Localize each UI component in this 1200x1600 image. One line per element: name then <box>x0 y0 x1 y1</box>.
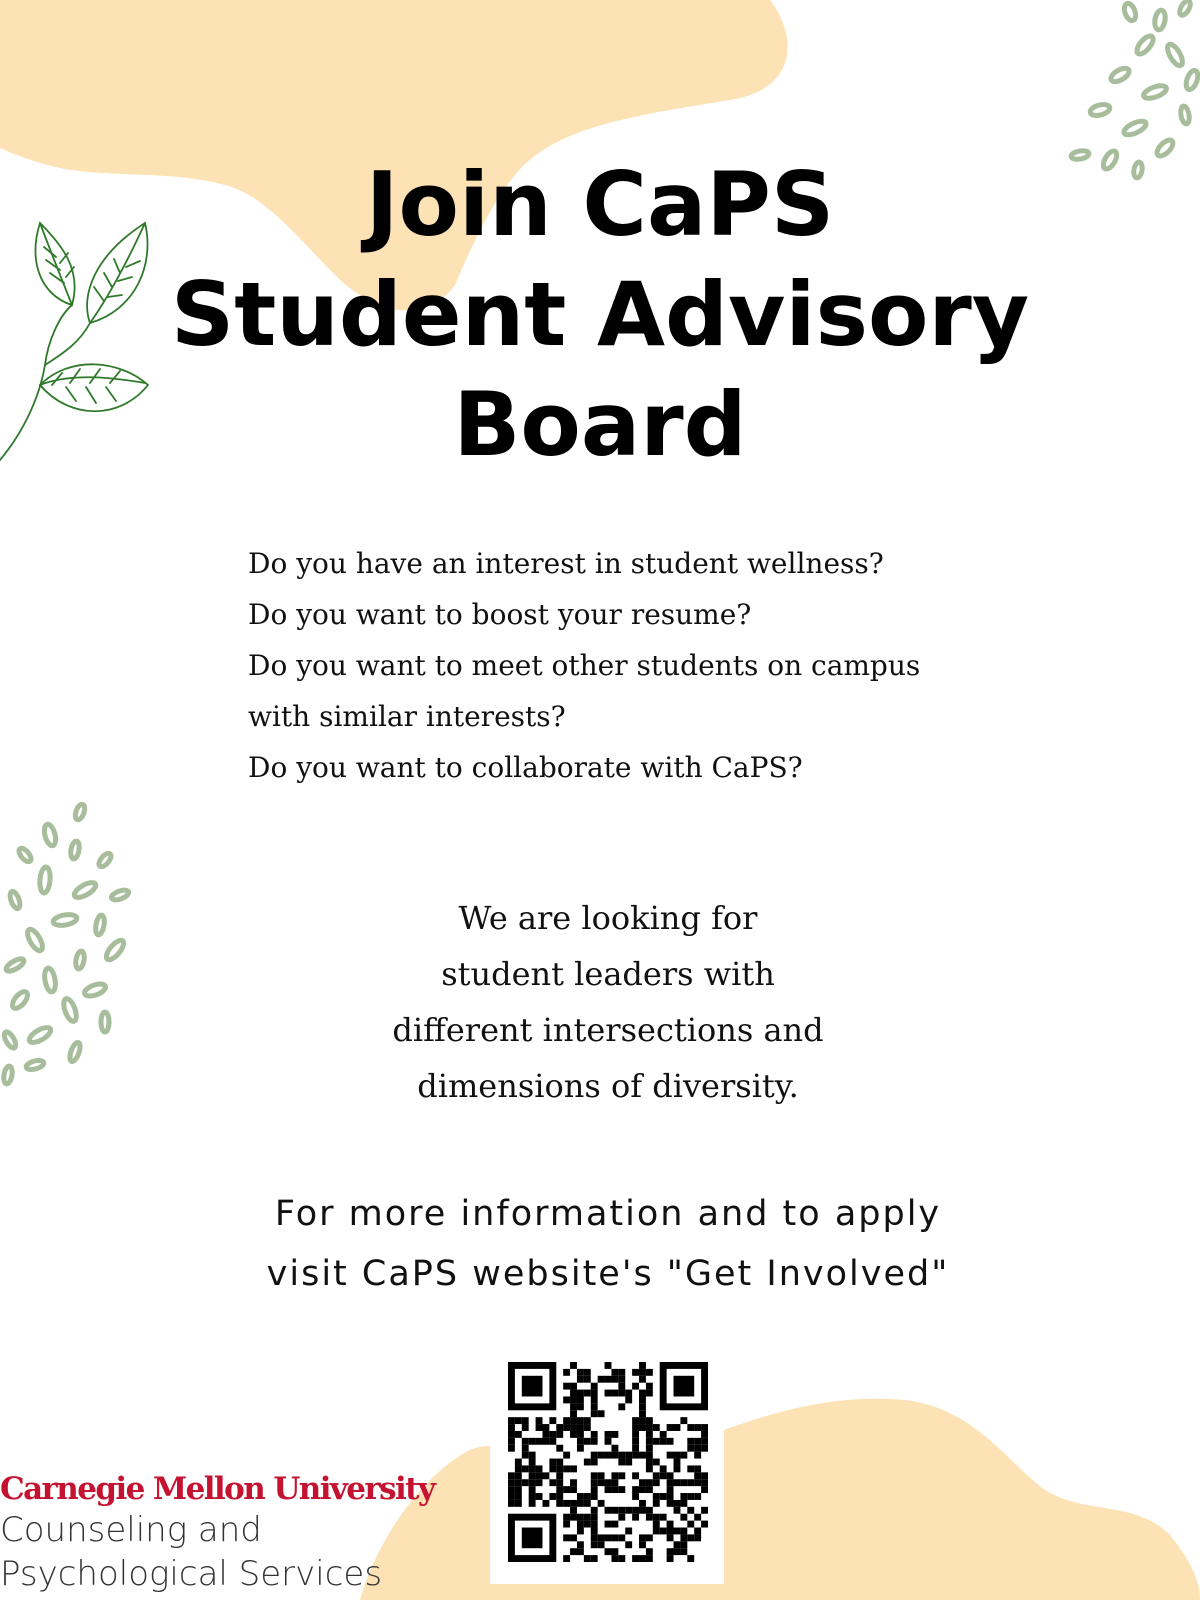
qr-code-icon <box>508 1362 708 1562</box>
qr-code[interactable] <box>490 1350 724 1584</box>
question-line: Do you want to meet other students on campus <box>248 649 921 682</box>
title-line-3: Board <box>453 373 747 476</box>
question-line: Do you want to collaborate with CaPS? <box>248 751 803 784</box>
info-line: visit CaPS website's "Get Involved" <box>266 1254 950 1294</box>
flyer-title <box>0 150 1200 480</box>
university-name: Carnegie Mellon University <box>0 1471 435 1507</box>
department-line: Counseling and <box>0 1510 262 1550</box>
info-line: For more information and to apply <box>274 1194 942 1234</box>
looking-line: We are looking for <box>458 899 758 937</box>
department-line: Psychological Services <box>0 1554 383 1594</box>
title-line-1: Join CaPS <box>365 153 835 256</box>
question-line: Do you want to boost your resume? <box>248 598 752 631</box>
apply-info <box>0 1184 1200 1304</box>
question-line: with similar interests? <box>248 700 566 733</box>
looking-line: different intersections and <box>392 1011 824 1049</box>
title-line-2: Student Advisory <box>170 263 1030 366</box>
question-line: Do you have an interest in student wellness? <box>248 547 884 580</box>
question-list <box>248 538 1008 793</box>
looking-for-text <box>0 890 1200 1114</box>
looking-line: student leaders with <box>441 955 775 993</box>
cmu-caps-logo <box>0 1470 440 1596</box>
looking-line: dimensions of diversity. <box>417 1067 799 1105</box>
